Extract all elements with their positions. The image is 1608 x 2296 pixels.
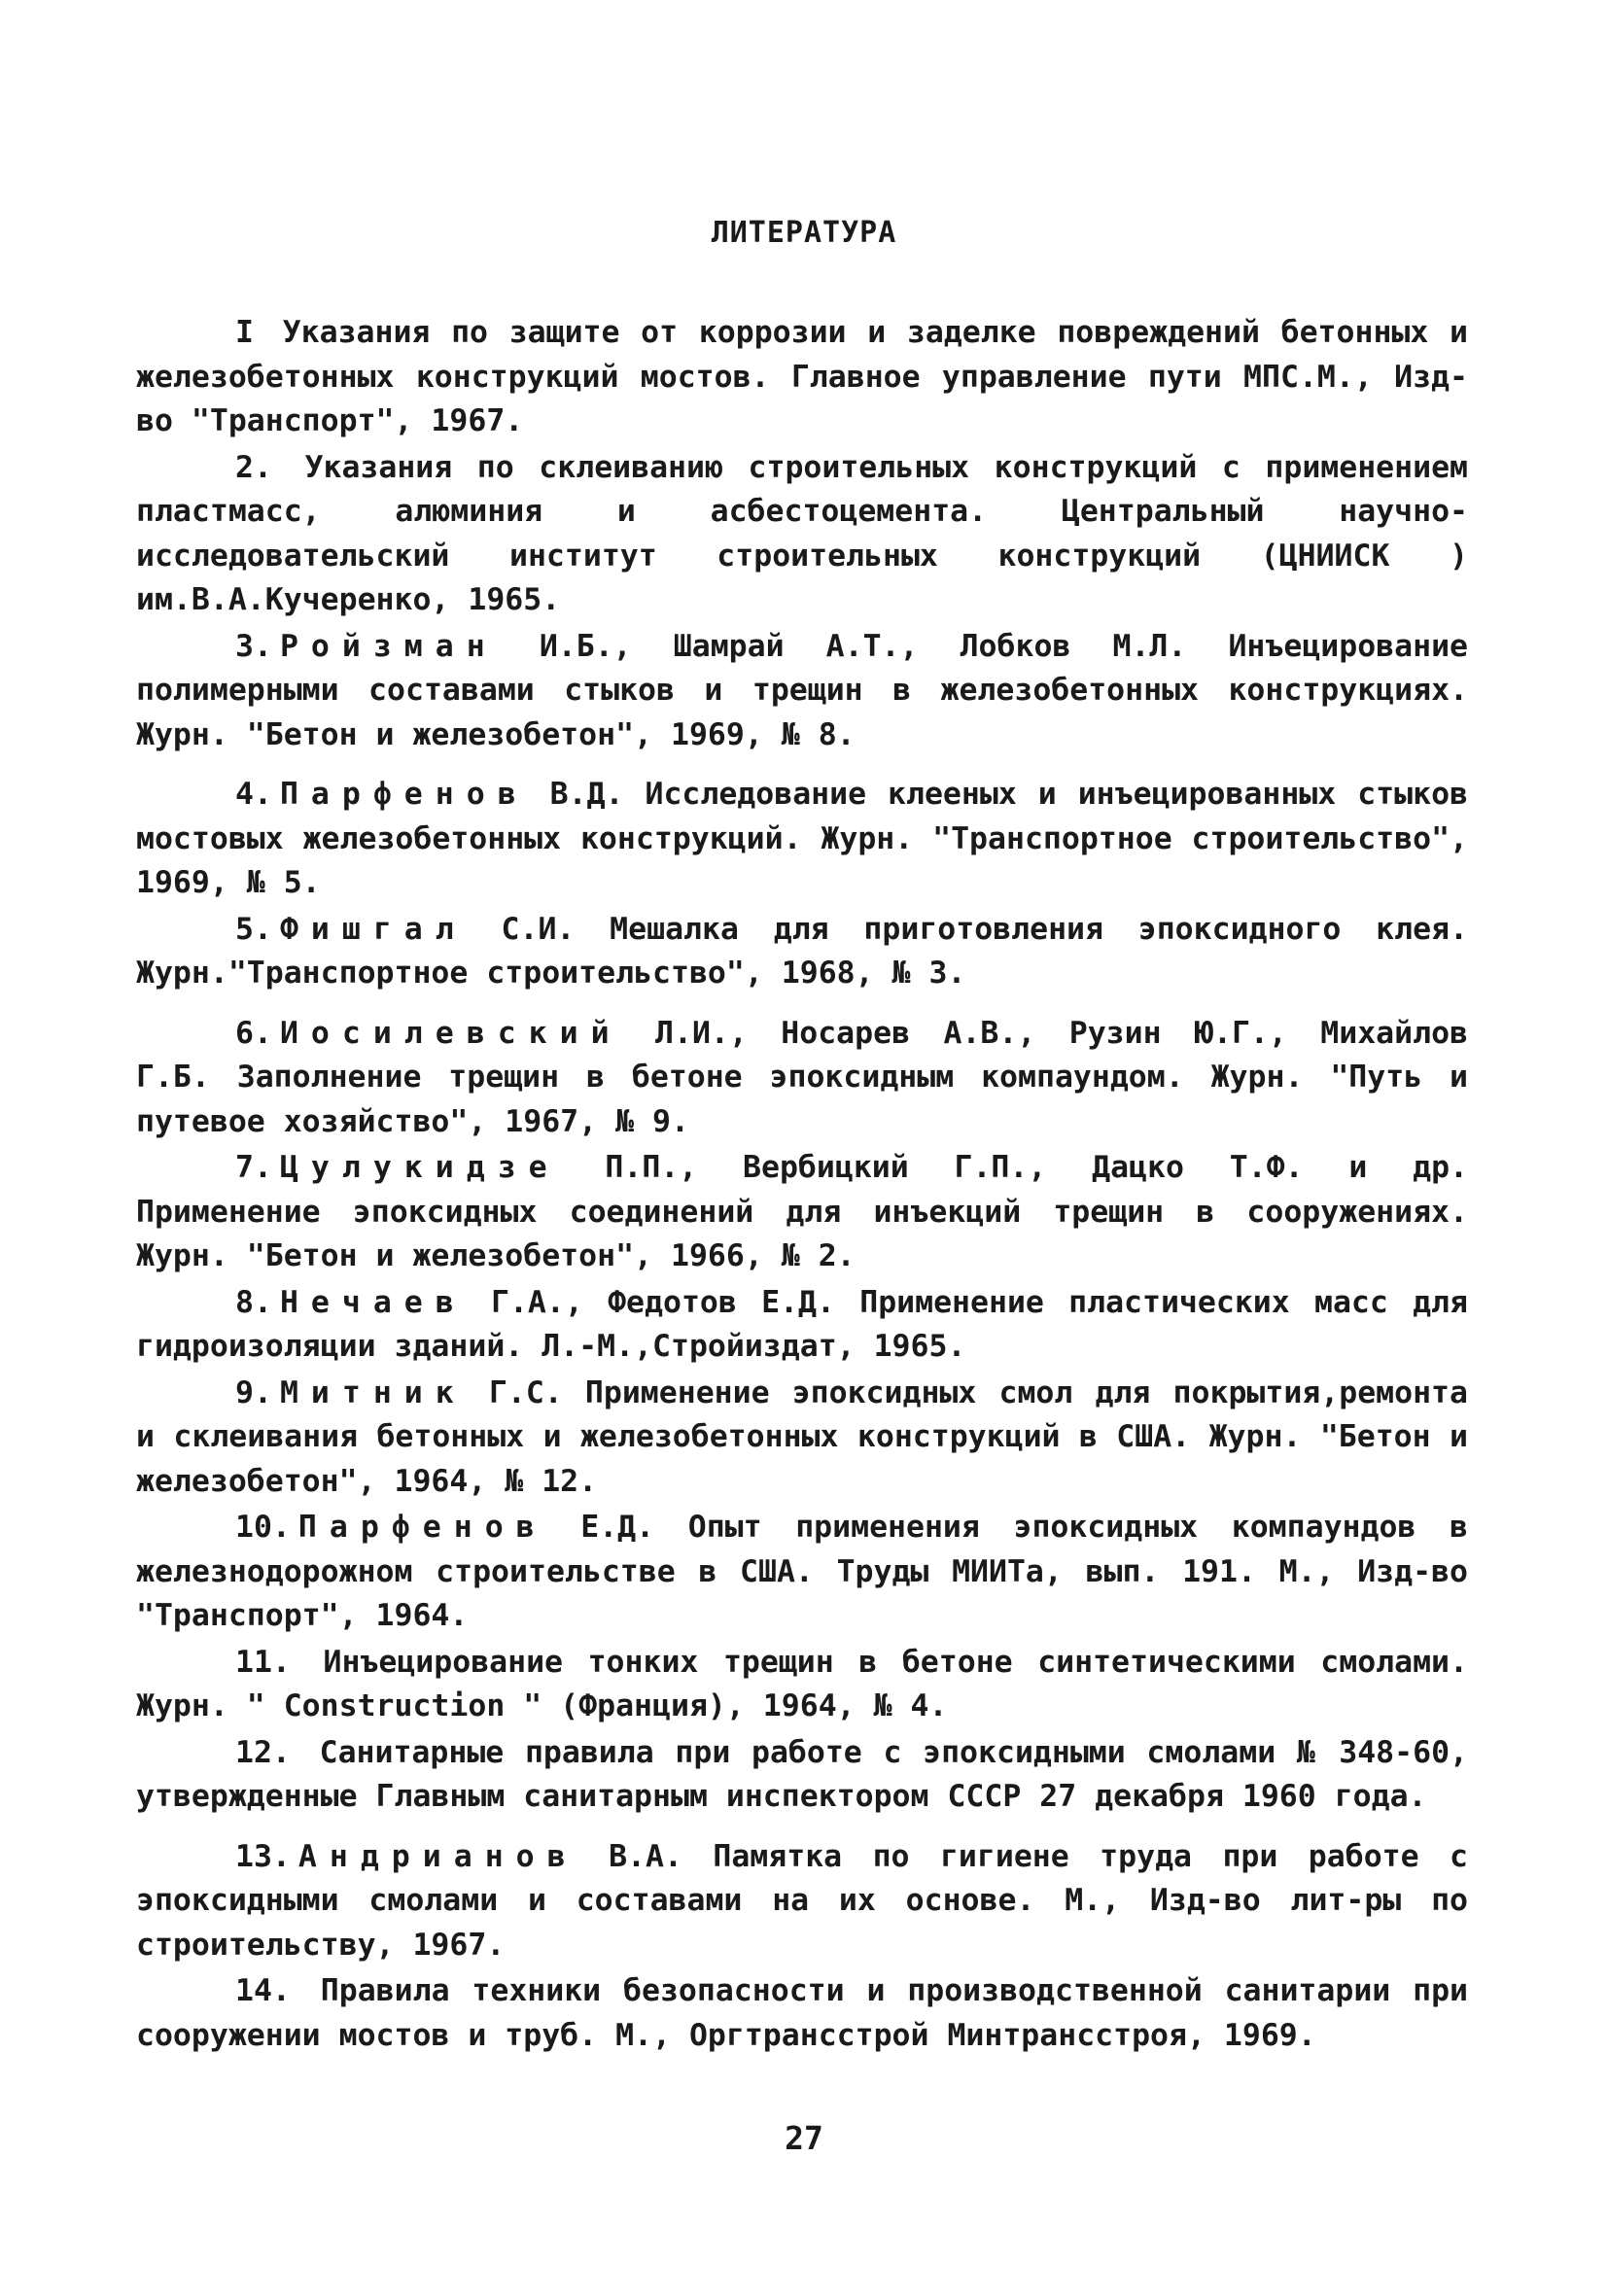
reference-text: В.Д. Исследование клееных и инъецированных стыков мостовых железобетонных конструкций. Журн. "Транспортное строительство", 1969, № 5. — [136, 777, 1468, 900]
reference-number: 3. — [235, 628, 272, 664]
reference-text: П.П., Вербицкий Г.П., Дацко Т.Ф. и др. Применение эпоксидных соединений для инъекций трещин в сооружениях. Журн. "Бетон и железобетон", 1966, № 2. — [136, 1150, 1469, 1273]
reference-item-14 — [136, 1969, 1468, 2058]
reference-author: Цулукидзе — [279, 1150, 560, 1185]
reference-text: Правила техники безопасности и производственной санитарии при сооружении мостов и труб. М., Оргтрансстрой Минтрансстроя, 1969. — [136, 1973, 1469, 2053]
reference-text: Е.Д. Опыт применения эпоксидных компаундов в железнодорожном строительстве в США. Труды МИИТа, вып. 191. М., Изд-во "Транспорт", 1964. — [136, 1510, 1468, 1633]
reference-number: 10. — [235, 1510, 291, 1545]
reference-text: Указания по защите от коррозии и заделке повреждений бетонных и железобетонных конструкций мостов. Главное управление пути МПС.М., Изд-во "Транспорт", 1967. — [136, 315, 1468, 438]
reference-item-9 — [136, 1372, 1468, 1505]
reference-author: Парфенов — [279, 777, 529, 812]
reference-number: 12. — [235, 1734, 291, 1770]
reference-author: Иосилевский — [279, 1015, 622, 1051]
reference-number: 11. — [235, 1644, 291, 1680]
reference-author: Нечаев — [279, 1284, 467, 1320]
reference-item-13 — [136, 1835, 1468, 1968]
page-title: ЛИТЕРАТУРА — [711, 216, 897, 250]
reference-number: 9. — [235, 1374, 272, 1410]
reference-item-6 — [136, 1012, 1468, 1145]
reference-list — [136, 311, 1468, 2060]
reference-number: 14. — [235, 1973, 291, 2008]
reference-text: Указания по склеиванию строительных конструкций с применением пластмасс, алюминия и асбестоцемента. Центральный научно-исследовательский институт строительных конструкций (ЦНИИСК ) им.В.А.Кучеренко, 1965. — [136, 449, 1468, 617]
reference-text: Санитарные правила при работе с эпоксидными смолами № 348-60, утвержденные Главным санитарным инспектором СССР 27 декабря 1960 года. — [136, 1734, 1469, 1814]
reference-number: 8. — [235, 1284, 272, 1320]
reference-item-3 — [136, 625, 1468, 758]
reference-author: Андрианов — [297, 1838, 578, 1874]
reference-text: Г.А., Федотов Е.Д. Применение пластических масс для гидроизоляции зданий. Л.-М.,Стройиздат, 1965. — [136, 1284, 1468, 1364]
reference-item-12 — [136, 1731, 1468, 1820]
reference-number: 5. — [235, 911, 272, 947]
reference-number: 13. — [235, 1838, 291, 1874]
reference-number: I — [235, 315, 254, 350]
reference-author: Ройзман — [279, 628, 498, 664]
reference-text: Л.И., Носарев А.В., Рузин Ю.Г., Михайлов Г.Б. Заполнение трещин в бетоне эпоксидным компаундом. Журн. "Путь и путевое хозяйство", 1967, № 9. — [136, 1015, 1468, 1139]
reference-author: Митник — [279, 1374, 467, 1410]
reference-text: И.Б., Шамрай А.Т., Лобков М.Л. Инъецирование полимерными составами стыков и трещин в железобетонных конструкциях. Журн. "Бетон и железобетон", 1969, № 8. — [136, 628, 1468, 752]
reference-item-4 — [136, 773, 1468, 906]
reference-item-1 — [136, 311, 1468, 444]
reference-item-2 — [136, 446, 1468, 623]
reference-item-11 — [136, 1641, 1468, 1729]
reference-text: С.И. Мешалка для приготовления эпоксидного клея. Журн."Транспортное строительство", 1968, № 3. — [136, 911, 1468, 991]
reference-author: Парфенов — [297, 1510, 547, 1545]
reference-item-5 — [136, 908, 1468, 996]
reference-number: 7. — [235, 1150, 272, 1185]
reference-text: Г.С. Применение эпоксидных смол для покрытия,ремонта и склеивания бетонных и железобетонных конструкций в США. Журн. "Бетон и железобетон", 1964, № 12. — [136, 1374, 1468, 1499]
reference-number: 6. — [235, 1015, 272, 1051]
reference-text: Инъецирование тонких трещин в бетоне синтетическими смолами. Журн. " Construction " (Франция), 1964, № 4. — [136, 1644, 1468, 1723]
reference-number: 4. — [235, 777, 272, 812]
reference-item-7 — [136, 1146, 1468, 1279]
reference-item-10 — [136, 1506, 1468, 1639]
reference-author: Фишгал — [279, 911, 467, 947]
reference-text: В.А. Памятка по гигиене труда при работе с эпоксидными смолами и составами на их основе. М., Изд-во лит-ры по строительству, 1967. — [136, 1838, 1469, 1963]
reference-number: 2. — [235, 449, 272, 485]
reference-item-8 — [136, 1281, 1468, 1370]
page-number: 27 — [785, 2119, 823, 2157]
